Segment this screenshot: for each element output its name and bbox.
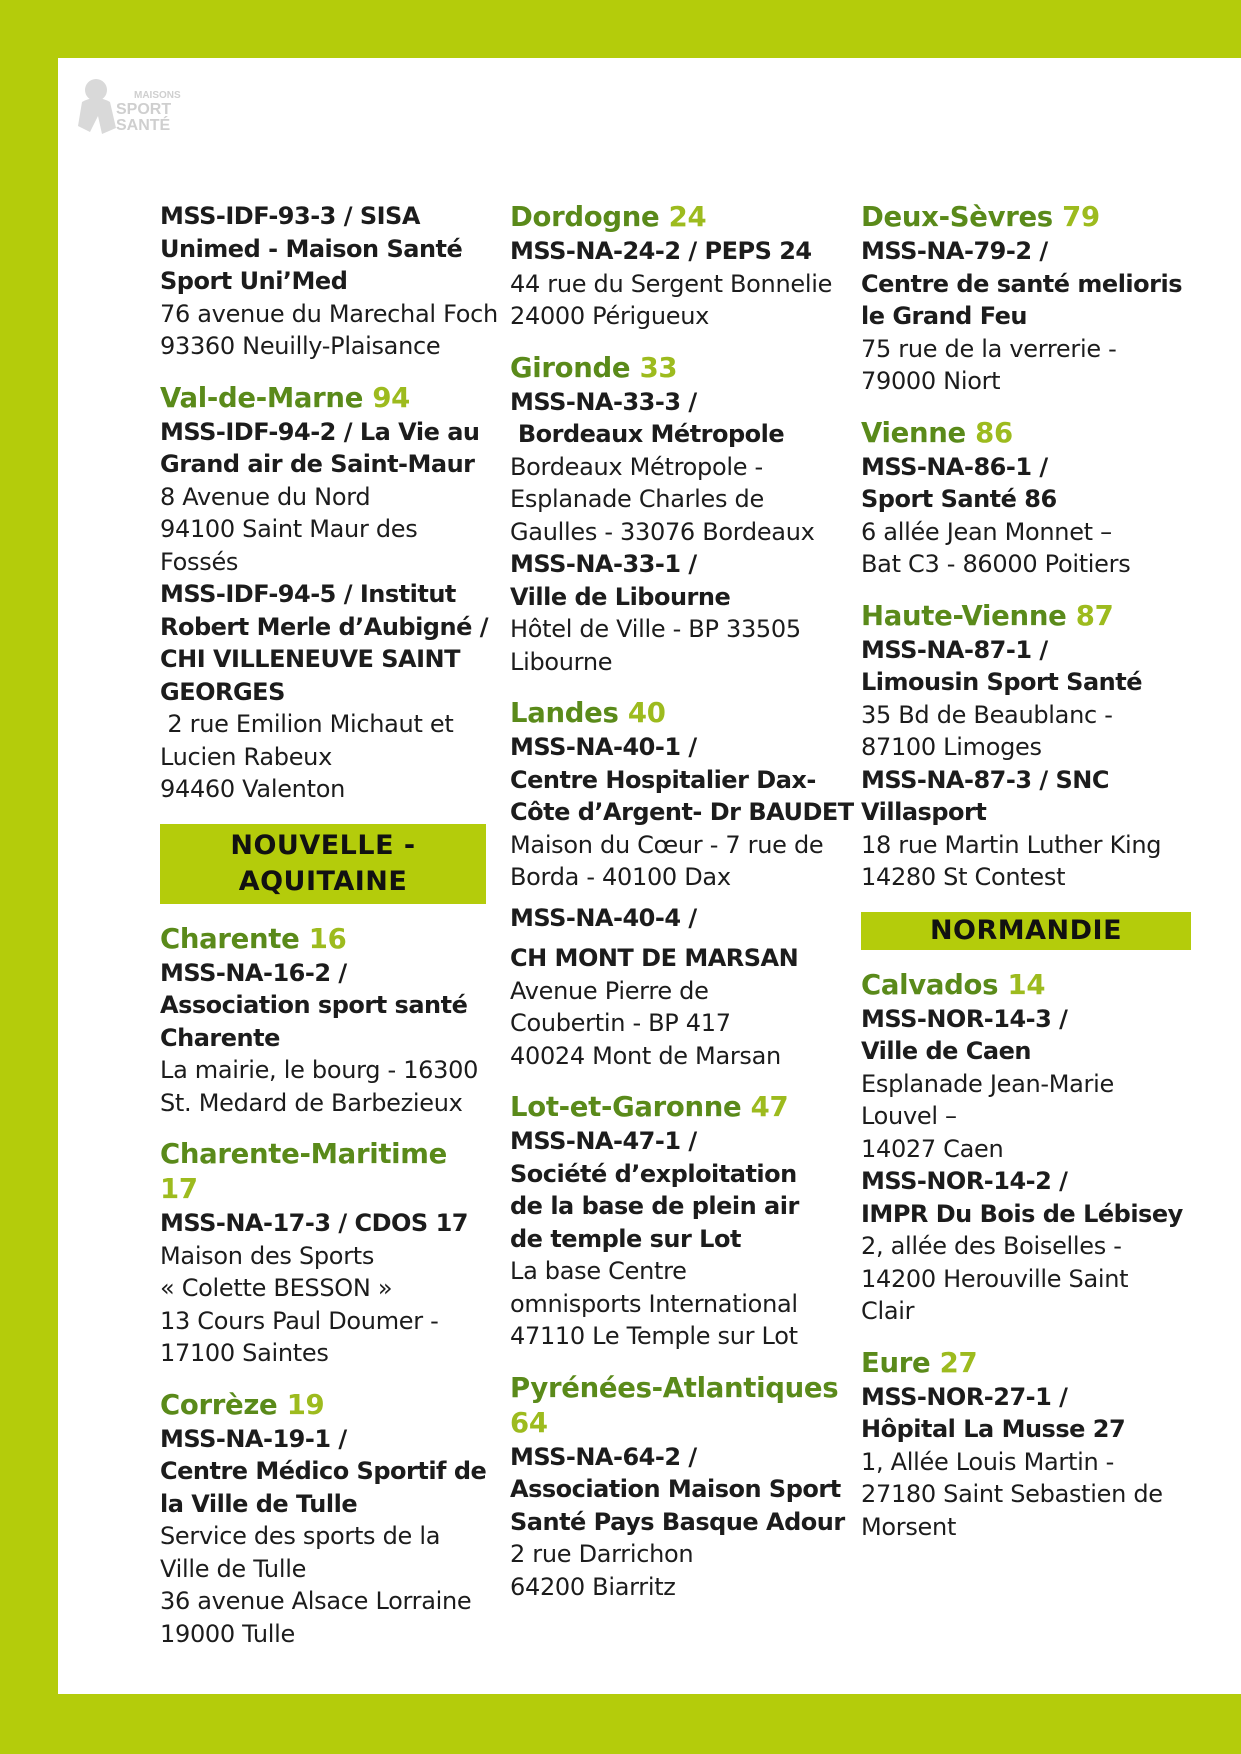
entry	[510, 1371, 845, 1604]
address-line: Ville de Tulle	[160, 1554, 307, 1583]
entry-code	[861, 1003, 1191, 1068]
department-name: Charente-Maritime	[160, 1138, 448, 1170]
code-line: CH MONT DE MARSAN	[510, 944, 799, 972]
entry	[861, 416, 1191, 581]
address-line: 2 rue Darrichon	[510, 1540, 694, 1568]
department-heading	[510, 1371, 839, 1441]
entry	[160, 381, 486, 579]
address-line: 94460 Valenton	[160, 775, 345, 803]
entry-address	[861, 1068, 1191, 1166]
code-line: Charente	[160, 1023, 280, 1052]
entry	[160, 1388, 486, 1651]
entry-code	[861, 764, 1191, 829]
department-number: 40	[627, 697, 666, 729]
department-name: Gironde	[510, 351, 631, 384]
department-name: Calvados	[861, 968, 999, 1001]
address-line: 2 rue Emilion Michaut et	[160, 710, 454, 738]
address-line: Hôtel de Ville - BP 33505	[510, 615, 801, 643]
code-line: MSS-NA-19-1 /	[160, 1424, 347, 1453]
code-line: MSS-NA-64-2 /	[510, 1442, 697, 1471]
address-line: 27180 Saint Sebastien de	[861, 1480, 1163, 1508]
code-line: Sport Uni’Med	[160, 267, 348, 295]
department-heading	[510, 351, 836, 386]
code-line: MSS-NA-17-3 / CDOS 17	[160, 1209, 468, 1237]
address-line: 19000 Tulle	[160, 1619, 296, 1648]
entry-address	[160, 1520, 486, 1650]
entry-address	[160, 298, 498, 363]
entry	[861, 1346, 1191, 1544]
entry-address	[510, 829, 836, 894]
logo-text-3: SANTÉ	[116, 117, 171, 134]
entry	[861, 968, 1191, 1166]
department-number: 33	[639, 351, 678, 384]
department-number: 27	[939, 1346, 978, 1379]
department-name: Corrèze	[160, 1388, 278, 1421]
department-name: Pyrénées-Atlantiques	[510, 1371, 839, 1404]
address-line: 93360 Neuilly-Plaisance	[160, 332, 441, 360]
entry-code	[510, 731, 854, 829]
code-line: MSS-NA-40-1 /	[510, 733, 697, 761]
entry-code	[160, 416, 486, 481]
address-line: 24000 Périgueux	[510, 302, 710, 330]
department-heading	[160, 922, 486, 957]
address-line: Clair	[861, 1297, 915, 1325]
code-line: MSS-NA-40-4 /	[510, 903, 697, 932]
address-line: 13 Cours Paul Doumer -	[160, 1306, 439, 1335]
code-line: Villasport	[861, 798, 987, 826]
code-line: Côte d’Argent- Dr BAUDET	[510, 798, 854, 826]
code-line: MSS-NA-87-3 / SNC	[861, 765, 1109, 794]
address-line: 76 avenue du Marechal Foch	[160, 299, 498, 328]
code-line: Centre de santé melioris	[861, 269, 1182, 298]
department-heading	[510, 200, 836, 235]
entry-address	[160, 481, 486, 579]
code-line: MSS-NA-47-1 /	[510, 1127, 697, 1155]
entry	[510, 548, 836, 678]
department-number: 17	[160, 1173, 198, 1205]
address-line: Lucien Rabeux	[160, 742, 332, 771]
address-line: Borda - 40100 Dax	[510, 863, 731, 891]
address-line: Esplanade Jean-Marie	[861, 1069, 1114, 1098]
entry	[510, 200, 836, 333]
entry-code	[160, 1423, 486, 1521]
code-line: MSS-NOR-14-3 /	[861, 1004, 1068, 1033]
address-line: 47110 Le Temple sur Lot	[510, 1322, 798, 1350]
entry-address	[510, 613, 836, 678]
department-name: Landes	[510, 697, 619, 729]
entry-code	[861, 235, 1191, 333]
department-number: 94	[372, 381, 410, 414]
entry-code	[160, 578, 486, 708]
code-line: Ville de Caen	[861, 1037, 1031, 1065]
department-number: 19	[286, 1388, 325, 1421]
code-line: IMPR Du Bois de Lébisey	[861, 1199, 1183, 1228]
address-line: 44 rue du Sergent Bonnelie	[510, 269, 833, 298]
address-line: 1, Allée Louis Martin -	[861, 1447, 1115, 1476]
column-1	[160, 200, 498, 1668]
department-number: 14	[1007, 968, 1046, 1001]
address-line: omnisports International	[510, 1289, 798, 1318]
entry-address	[861, 699, 1191, 764]
code-line: Robert Merle d’Aubigné /	[160, 612, 488, 641]
address-line: Avenue Pierre de	[510, 976, 709, 1005]
entry-code	[861, 451, 1191, 516]
entry-address	[510, 975, 836, 1073]
department-name: Dordogne	[510, 201, 660, 233]
address-line: 35 Bd de Beaublanc -	[861, 700, 1113, 729]
address-line: Libourne	[510, 647, 613, 676]
code-line: MSS-NA-79-2 /	[861, 237, 1048, 265]
department-number: 16	[308, 922, 347, 955]
region-banner-nouvelle-aquitaine	[160, 824, 486, 904]
code-line: le Grand Feu	[861, 302, 1027, 330]
code-line: GEORGES	[160, 677, 285, 706]
address-line: St. Medard de Barbezieux	[160, 1088, 463, 1117]
code-line: MSS-NA-16-2 /	[160, 958, 347, 987]
entry-code	[510, 548, 836, 613]
department-heading	[160, 1137, 486, 1207]
address-line: Louvel –	[861, 1102, 957, 1130]
entry-code	[160, 957, 486, 1055]
entry-address	[861, 333, 1191, 398]
entry	[861, 599, 1191, 764]
address-line: Bordeaux Métropole -	[510, 452, 763, 481]
department-heading	[160, 1388, 486, 1423]
code-line: de la base de plein air	[510, 1192, 799, 1220]
code-line: Bordeaux Métropole	[510, 420, 785, 448]
entry	[861, 1165, 1191, 1328]
department-number: 64	[510, 1406, 548, 1439]
code-line: MSS-NOR-27-1 /	[861, 1382, 1068, 1411]
entry	[510, 902, 836, 1073]
address-line: Maison du Cœur - 7 rue de	[510, 830, 824, 859]
column-3	[861, 200, 1191, 1561]
entry-address	[510, 1255, 836, 1353]
entry-address	[861, 516, 1191, 581]
code-line: de temple sur Lot	[510, 1224, 741, 1253]
department-heading	[160, 381, 486, 416]
address-line: 36 avenue Alsace Lorraine	[160, 1587, 472, 1615]
entry	[160, 922, 486, 1120]
entry-address	[510, 451, 836, 549]
address-line: Gaulles - 33076 Bordeaux	[510, 517, 815, 546]
entry-code	[160, 200, 486, 298]
code-line: Grand air de Saint-Maur	[160, 450, 475, 478]
entry	[510, 351, 836, 549]
address-line: 14280 St Contest	[861, 863, 1066, 891]
code-line: MSS-NA-33-1 /	[510, 550, 697, 578]
column-2	[510, 200, 854, 1621]
address-line: Bat C3 - 86000 Poitiers	[861, 550, 1131, 578]
entry-address	[160, 708, 486, 806]
entry	[160, 200, 498, 363]
address-line: 18 rue Martin Luther King	[861, 830, 1162, 859]
address-line: 87100 Limoges	[861, 733, 1042, 761]
code-line: MSS-NA-33-3 /	[510, 387, 697, 416]
code-line: Sport Santé 86	[861, 485, 1057, 513]
address-line: 79000 Niort	[861, 367, 1001, 395]
address-line: 6 allée Jean Monnet –	[861, 517, 1112, 546]
code-line: Centre Médico Sportif de	[160, 1457, 487, 1485]
address-line: La mairie, le bourg - 16300	[160, 1056, 479, 1084]
address-line: Maison des Sports	[160, 1241, 375, 1270]
entry	[510, 1090, 836, 1353]
address-line: Coubertin - BP 417	[510, 1009, 731, 1037]
entry	[861, 764, 1191, 894]
department-name: Eure	[861, 1346, 931, 1379]
entry-code	[510, 235, 836, 268]
address-line: Fossés	[160, 547, 239, 576]
department-heading	[510, 1090, 836, 1125]
address-line: Service des sports de la	[160, 1522, 441, 1550]
department-heading	[861, 599, 1191, 634]
entry-address	[510, 1538, 836, 1603]
code-line: Société d’exploitation	[510, 1159, 797, 1188]
entry-address	[160, 1054, 486, 1119]
region-line: NORMANDIE	[929, 914, 1123, 946]
address-line: 2, allée des Boiselles -	[861, 1232, 1122, 1260]
department-heading	[861, 968, 1191, 1003]
department-heading	[861, 200, 1191, 235]
entry	[861, 200, 1191, 398]
entry-code	[861, 1165, 1191, 1230]
entry-code	[160, 1207, 486, 1240]
logo-figure-icon	[72, 72, 181, 138]
code-line: MSS-IDF-94-5 / Institut	[160, 580, 456, 608]
entry-address	[510, 268, 836, 333]
department-heading	[510, 696, 836, 731]
address-line: 64200 Biarritz	[510, 1572, 676, 1601]
code-line: Centre Hospitalier Dax-	[510, 765, 816, 794]
department-number: 87	[1075, 599, 1114, 632]
entry-address	[861, 1446, 1191, 1544]
address-line: 17100 Saintes	[160, 1339, 329, 1367]
code-line: Unimed - Maison Santé	[160, 234, 463, 263]
entry-code	[861, 1381, 1191, 1446]
department-name: Haute-Vienne	[861, 599, 1067, 632]
address-line: La base Centre	[510, 1257, 687, 1285]
department-number: 79	[1062, 201, 1100, 233]
code-line: Hôpital La Musse 27	[861, 1415, 1126, 1443]
logo-text-1: MAISONS	[134, 90, 181, 101]
logo-text-2: SPORT	[116, 101, 172, 118]
department-number: 86	[975, 416, 1013, 449]
entry	[160, 578, 486, 806]
department-number: 24	[668, 201, 707, 233]
code-line: Santé Pays Basque Adour	[510, 1507, 845, 1536]
address-line: 40024 Mont de Marsan	[510, 1041, 781, 1070]
department-heading	[861, 1346, 1191, 1381]
address-line: 14027 Caen	[861, 1134, 1004, 1163]
department-heading	[861, 416, 1191, 451]
entry-code	[510, 1441, 845, 1539]
code-line: MSS-NOR-14-2 /	[861, 1167, 1068, 1195]
code-line: la Ville de Tulle	[160, 1489, 358, 1518]
address-line: Esplanade Charles de	[510, 485, 764, 513]
address-line: Morsent	[861, 1512, 957, 1541]
region-line: AQUITAINE	[238, 865, 408, 897]
entry	[510, 696, 854, 894]
code-line: Association sport santé	[160, 991, 468, 1019]
entry-code	[510, 386, 836, 451]
entry-address	[861, 1230, 1191, 1328]
entry-code	[510, 1125, 836, 1255]
entry-code	[510, 902, 836, 975]
entry-address	[861, 829, 1191, 894]
address-line: 14200 Herouville Saint	[861, 1264, 1129, 1293]
code-line: CHI VILLENEUVE SAINT	[160, 645, 461, 673]
address-line: 8 Avenue du Nord	[160, 482, 371, 511]
address-line: « Colette BESSON »	[160, 1274, 393, 1302]
code-line: MSS-IDF-93-3 / SISA	[160, 202, 420, 230]
region-banner-normandie	[861, 912, 1191, 950]
entry-address	[160, 1240, 486, 1370]
code-line: MSS-NA-87-1 /	[861, 635, 1048, 664]
code-line: Association Maison Sport	[510, 1475, 841, 1503]
code-line: MSS-NA-24-2 / PEPS 24	[510, 237, 812, 265]
department-name: Val-de-Marne	[160, 381, 364, 414]
entry	[160, 1137, 486, 1370]
department-name: Vienne	[861, 416, 966, 449]
entry-code	[861, 634, 1191, 699]
code-line: MSS-NA-86-1 /	[861, 452, 1048, 481]
department-name: Deux-Sèvres	[861, 201, 1053, 233]
code-line: Limousin Sport Santé	[861, 668, 1142, 696]
department-name: Lot-et-Garonne	[510, 1091, 742, 1123]
address-line: 94100 Saint Maur des	[160, 515, 418, 543]
address-line: 75 rue de la verrerie -	[861, 334, 1117, 363]
code-line: MSS-IDF-94-2 / La Vie au	[160, 417, 480, 446]
region-line: NOUVELLE -	[230, 829, 416, 861]
maison-sport-sante-logo	[72, 72, 181, 138]
code-line: Ville de Libourne	[510, 582, 731, 611]
department-number: 47	[750, 1091, 789, 1123]
department-name: Charente	[160, 922, 300, 955]
